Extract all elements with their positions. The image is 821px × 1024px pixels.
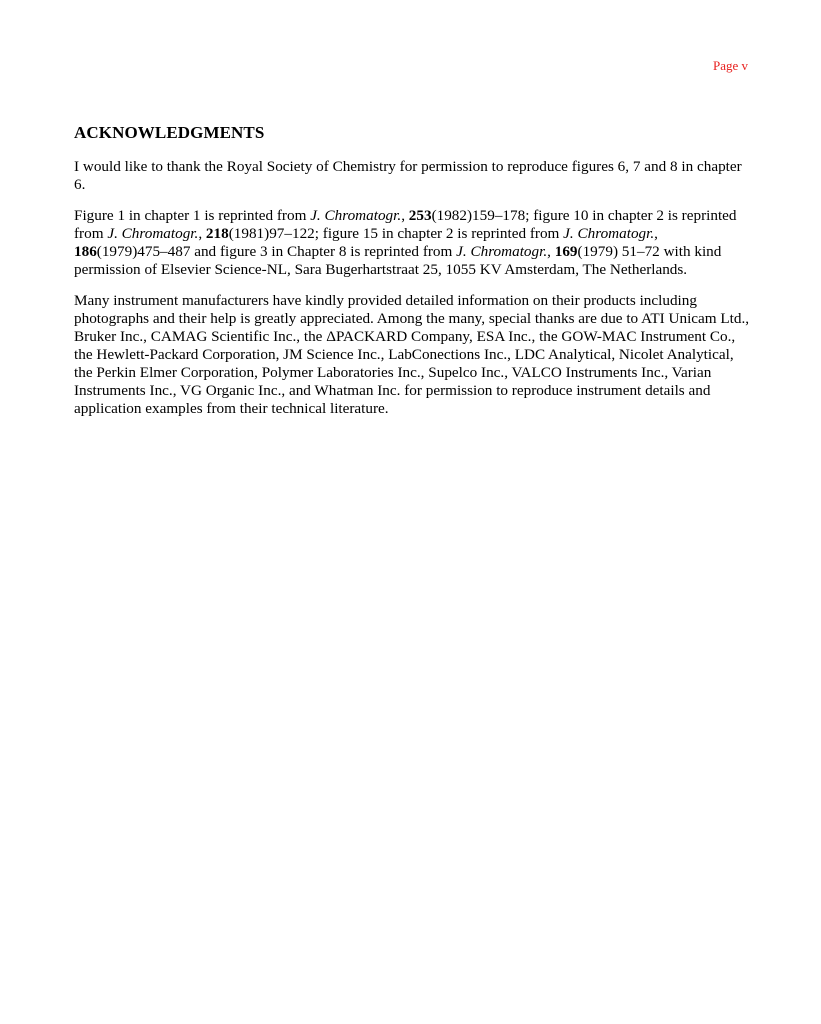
text-run: (1981)97–122; figure 15 in chapter 2 is reprinted from xyxy=(228,225,564,242)
volume-number: 253 xyxy=(408,207,432,224)
volume-number: 218 xyxy=(205,225,229,242)
journal-title: J. Chromatogr. xyxy=(310,207,402,224)
text-run: (1979) 51–72 with kind permission of Elsevier Science-NL, Sara Bugerhartstraat 25, 1055 KV Amsterdam, The Netherlands. xyxy=(74,243,722,278)
text-run: , xyxy=(401,207,409,224)
section-heading: ACKNOWLEDGMENTS xyxy=(74,123,265,142)
journal-title: J. Chromatogr. xyxy=(563,225,655,242)
text-run: , xyxy=(547,243,555,260)
text-run: Figure 1 in chapter 1 is reprinted from xyxy=(74,207,311,224)
page-number: Page v xyxy=(712,58,748,73)
journal-title: J. Chromatogr. xyxy=(107,225,199,242)
text-run: , xyxy=(198,225,206,242)
journal-title: J. Chromatogr. xyxy=(456,243,548,260)
text-run: (1979)475–487 and figure 3 in Chapter 8 is reprinted from xyxy=(96,243,457,260)
paragraph-rsc-permission: I would like to thank the Royal Society of Chemistry for permission to reproduce figures 6, 7 and 8 in chapter 6. xyxy=(74,158,742,193)
acknowledgments-section xyxy=(74,123,750,431)
paragraph-elsevier-permission xyxy=(74,207,750,279)
volume-number: 169 xyxy=(554,243,578,260)
paragraph-manufacturers-thanks: Many instrument manufacturers have kindly provided detailed information on their products including photographs and their help is greatly appreciated. Among the many, special thanks are due to ATI Unicam Ltd., Bruker Inc., CAMAG Scientific Inc., the ΔPACKARD Company, ESA Inc., the GOW-MAC Instrument Co., the Hewlett-Packard Corporation, JM Science Inc., LabConections Inc., LDC Analytical, Nicolet Analytical, the Perkin Elmer Corporation, Polymer Laboratories Inc., Supelco Inc., VALCO Instruments Inc., Varian Instruments Inc., VG Organic Inc., and Whatman Inc. for permission to reproduce instrument details and application examples from their technical literature. xyxy=(74,292,750,417)
text-run: , xyxy=(654,225,658,242)
text-run: (1982)159–178; figure 10 in chapter 2 is reprinted from xyxy=(74,207,737,242)
volume-number: 186 xyxy=(74,243,97,260)
